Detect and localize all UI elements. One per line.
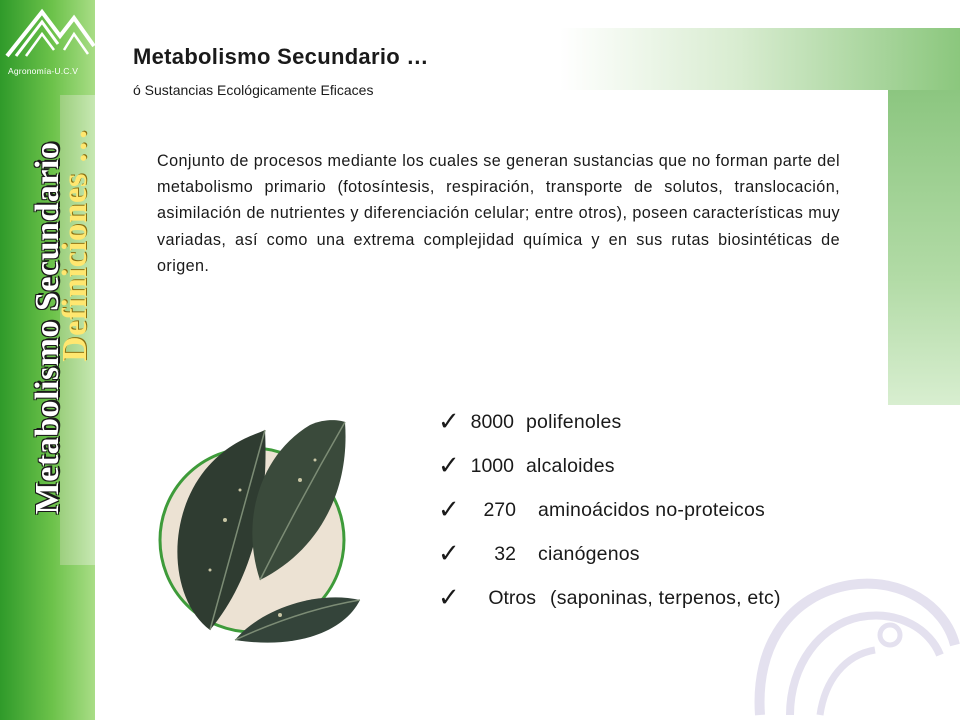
item-label: cianógenos	[538, 542, 640, 565]
watermark-emblem	[750, 555, 960, 720]
sidebar	[0, 0, 95, 720]
item-count: Otros	[488, 586, 536, 609]
list-item	[438, 532, 781, 576]
page-title: Metabolismo Secundario …	[133, 44, 429, 69]
check-icon: ✓	[438, 407, 460, 437]
vertical-subtitle: Definiciones …	[55, 128, 94, 362]
vertical-title: Metabolismo Secundario	[29, 141, 66, 515]
logo-caption: Agronomía-U.C.V	[8, 66, 79, 76]
item-label: (saponinas, terpenos, etc)	[550, 586, 781, 609]
item-label: polifenoles	[526, 410, 622, 433]
list-item	[438, 444, 781, 488]
check-icon: ✓	[438, 583, 460, 613]
check-icon: ✓	[438, 495, 460, 525]
logo-icon	[2, 4, 97, 64]
list-item	[438, 488, 781, 532]
leaf-illustration	[150, 400, 375, 650]
page-subtitle: ó Sustancias Ecológicamente Eficaces	[133, 82, 374, 98]
item-label: aminoácidos no-proteicos	[538, 498, 766, 521]
list-item	[438, 400, 781, 444]
definition-paragraph: Conjunto de procesos mediante los cuales se generan sustancias que no forman parte del metabolismo primario (fotosíntesis, respiración, transporte de solutos, translocación, asimilación de nutrientes y diferenciación celular; entre otros), poseen características muy variadas, así como una extrema complejidad química y en sus rutas biosintéticas de origen.	[157, 152, 840, 275]
item-count: 270	[483, 498, 516, 521]
list-item	[438, 576, 781, 620]
item-count: 32	[494, 542, 516, 565]
compound-list	[438, 400, 781, 620]
item-count: 1000	[470, 454, 514, 477]
item-label: alcaloides	[526, 454, 615, 477]
check-icon: ✓	[438, 451, 460, 481]
check-icon: ✓	[438, 539, 460, 569]
item-count: 8000	[470, 410, 514, 433]
right-accent-bar	[888, 90, 960, 405]
header-gradient-band	[560, 28, 960, 90]
